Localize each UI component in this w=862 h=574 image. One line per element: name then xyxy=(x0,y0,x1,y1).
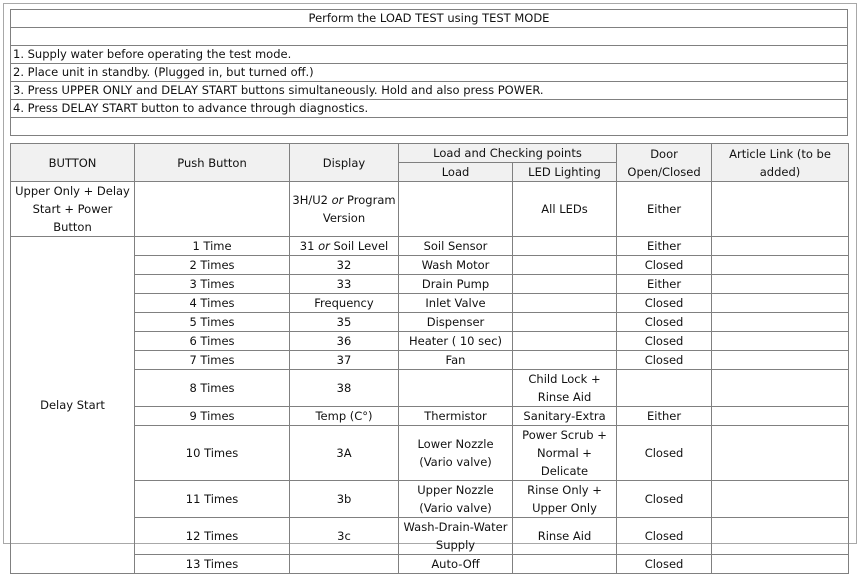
led-cell: Power Scrub + Normal + Delicate xyxy=(513,426,617,481)
door-cell: Closed xyxy=(617,481,712,518)
load-cell: Auto-Off xyxy=(399,555,513,574)
table-row xyxy=(11,481,849,518)
door-cell: Closed xyxy=(617,294,712,313)
table-row xyxy=(11,407,849,426)
push-cell: 5 Times xyxy=(135,313,290,332)
table-row xyxy=(11,370,849,407)
door-cell xyxy=(617,370,712,407)
push-cell: 2 Times xyxy=(135,256,290,275)
article-cell xyxy=(712,275,849,294)
push-cell: 7 Times xyxy=(135,351,290,370)
display-cell: Temp (C°) xyxy=(290,407,399,426)
led-cell xyxy=(513,351,617,370)
step-3: 3. Press UPPER ONLY and DELAY START buttons simultaneously. Hold and also press POWER. xyxy=(11,82,848,100)
load-cell: Soil Sensor xyxy=(399,237,513,256)
load-cell xyxy=(399,370,513,407)
step-row xyxy=(11,46,848,64)
article-cell xyxy=(712,182,849,237)
led-cell xyxy=(513,237,617,256)
display-cell: 35 xyxy=(290,313,399,332)
push-cell: 1 Time xyxy=(135,237,290,256)
door-cell: Closed xyxy=(617,351,712,370)
led-cell xyxy=(513,555,617,574)
blank-row xyxy=(11,28,848,46)
header-led: LED Lighting xyxy=(513,163,617,182)
display-cell: 32 xyxy=(290,256,399,275)
display-cell xyxy=(290,555,399,574)
led-cell: All LEDs xyxy=(513,182,617,237)
display-cell: 3b xyxy=(290,481,399,518)
step-4: 4. Press DELAY START button to advance through diagnostics. xyxy=(11,100,848,118)
table-row xyxy=(11,426,849,481)
table-row xyxy=(11,313,849,332)
load-cell: Lower Nozzle (Vario valve) xyxy=(399,426,513,481)
display-text: Program Version xyxy=(322,193,396,225)
table-row xyxy=(11,237,849,256)
push-cell: 4 Times xyxy=(135,294,290,313)
load-cell: Dispenser xyxy=(399,313,513,332)
led-cell: Sanitary-Extra xyxy=(513,407,617,426)
led-cell: Rinse Aid xyxy=(513,518,617,555)
load-cell: Fan xyxy=(399,351,513,370)
display-cell: 37 xyxy=(290,351,399,370)
header-load-group: Load and Checking points xyxy=(399,144,617,163)
table-row xyxy=(11,518,849,555)
load-cell: Inlet Valve xyxy=(399,294,513,313)
step-row xyxy=(11,64,848,82)
blank-cell xyxy=(11,28,848,46)
door-cell: Either xyxy=(617,275,712,294)
led-cell xyxy=(513,294,617,313)
push-cell: 8 Times xyxy=(135,370,290,407)
display-text: 3H/U2 xyxy=(292,193,332,207)
table-row xyxy=(11,351,849,370)
header-push-button: Push Button xyxy=(135,144,290,182)
push-cell: 11 Times xyxy=(135,481,290,518)
door-cell: Either xyxy=(617,237,712,256)
article-cell xyxy=(712,294,849,313)
led-cell xyxy=(513,275,617,294)
article-cell xyxy=(712,481,849,518)
article-cell xyxy=(712,332,849,351)
door-cell: Either xyxy=(617,407,712,426)
header-door: Door Open/Closed xyxy=(617,144,712,182)
door-cell: Either xyxy=(617,182,712,237)
load-cell: Wash Motor xyxy=(399,256,513,275)
table-row xyxy=(11,275,849,294)
door-cell: Closed xyxy=(617,332,712,351)
door-cell: Closed xyxy=(617,313,712,332)
header-display: Display xyxy=(290,144,399,182)
instructions-table xyxy=(10,9,848,136)
article-cell xyxy=(712,370,849,407)
article-cell xyxy=(712,407,849,426)
push-cell: 13 Times xyxy=(135,555,290,574)
load-test-table xyxy=(10,143,849,574)
push-cell: 10 Times xyxy=(135,426,290,481)
header-button: BUTTON xyxy=(11,144,135,182)
load-cell xyxy=(399,182,513,237)
led-cell: Rinse Only + Upper Only xyxy=(513,481,617,518)
display-cell: Frequency xyxy=(290,294,399,313)
button-cell: Delay Start xyxy=(11,237,135,574)
table-row xyxy=(11,332,849,351)
load-cell: Wash-Drain-Water Supply xyxy=(399,518,513,555)
title-row xyxy=(11,10,848,28)
led-cell xyxy=(513,332,617,351)
door-cell: Closed xyxy=(617,426,712,481)
display-text: Soil Level xyxy=(329,239,389,253)
table-row xyxy=(11,555,849,574)
display-cell: 3c xyxy=(290,518,399,555)
load-cell: Heater ( 10 sec) xyxy=(399,332,513,351)
push-cell: 3 Times xyxy=(135,275,290,294)
push-cell: 12 Times xyxy=(135,518,290,555)
display-text: 31 xyxy=(299,239,319,253)
display-or: or xyxy=(318,239,330,253)
article-cell xyxy=(712,555,849,574)
blank-row xyxy=(11,118,848,136)
load-cell: Drain Pump xyxy=(399,275,513,294)
table-row xyxy=(11,256,849,275)
article-cell xyxy=(712,256,849,275)
step-2: 2. Place unit in standby. (Plugged in, but turned off.) xyxy=(11,64,848,82)
led-cell xyxy=(513,256,617,275)
display-cell xyxy=(290,237,399,256)
display-or: or xyxy=(331,193,344,207)
article-cell xyxy=(712,237,849,256)
header-row xyxy=(11,144,849,163)
article-cell xyxy=(712,518,849,555)
door-cell: Closed xyxy=(617,555,712,574)
display-cell: 33 xyxy=(290,275,399,294)
step-row xyxy=(11,82,848,100)
led-cell: Child Lock + Rinse Aid xyxy=(513,370,617,407)
display-cell: 3A xyxy=(290,426,399,481)
header-load: Load xyxy=(399,163,513,182)
step-1: 1. Supply water before operating the test mode. xyxy=(11,46,848,64)
load-cell: Upper Nozzle (Vario valve) xyxy=(399,481,513,518)
blank-cell xyxy=(11,118,848,136)
push-cell xyxy=(135,182,290,237)
display-cell: 36 xyxy=(290,332,399,351)
table-row xyxy=(11,294,849,313)
push-cell: 9 Times xyxy=(135,407,290,426)
page-title: Perform the LOAD TEST using TEST MODE xyxy=(11,10,848,28)
table-row xyxy=(11,182,849,237)
article-cell xyxy=(712,313,849,332)
push-cell: 6 Times xyxy=(135,332,290,351)
display-cell xyxy=(290,182,399,237)
article-cell xyxy=(712,351,849,370)
load-cell: Thermistor xyxy=(399,407,513,426)
article-cell xyxy=(712,426,849,481)
door-cell: Closed xyxy=(617,518,712,555)
door-cell: Closed xyxy=(617,256,712,275)
led-cell xyxy=(513,313,617,332)
step-row xyxy=(11,100,848,118)
header-article-link: Article Link (to be added) xyxy=(712,144,849,182)
display-cell: 38 xyxy=(290,370,399,407)
button-cell: Upper Only + Delay Start + Power Button xyxy=(11,182,135,237)
